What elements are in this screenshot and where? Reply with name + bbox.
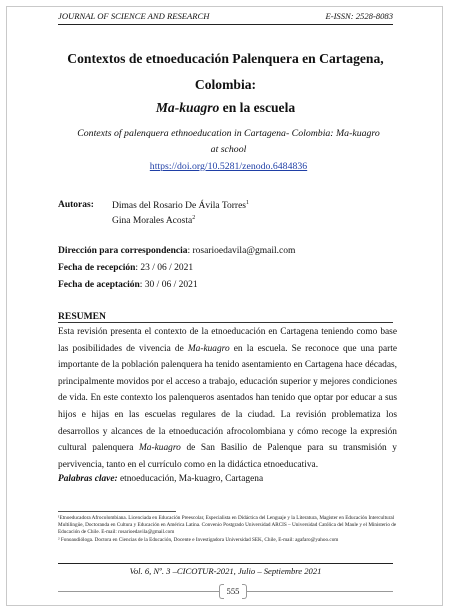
footer-rule bbox=[58, 563, 393, 564]
article-title-line2: Colombia: bbox=[194, 77, 257, 92]
footnote-2: ² Fonoaudióloga. Doctora en Ciencias de la Educación, Docente e Investigadora Universidad SEK, Chile, E-mail: agafaro@yahoo.com bbox=[58, 537, 339, 543]
authors-label: Autoras: bbox=[58, 200, 94, 210]
footnote-1: ¹Etnoeducadora Afrocolombiana. Licenciada en Educación Preescolar, Especialista en Didáctica del Lenguaje y la Literatura, Magister en Educación Intercultural Multilingüe, Doctoranda en Cultura y Educación en América Latina. Convenio Postgrado Universidad ARCIS – Universidad Católica del Maule y el Ministerio de Educación de Chile. E-mail: rosarioedavila@gmail.com bbox=[58, 515, 397, 536]
received-date bbox=[58, 263, 193, 273]
abstract-text-2: en la escuela. Se reconoce que una parte importante de la población palenquera ha tenido asentamiento en Cartagena hace décadas, principalmente movidos por el acceso a trabajo, educación superior y mejores condiciones de vida. En este contexto los palenqueros asentados han tenido que optar por educar a sus hijos e hijas en las escuelas regulares de la ciudad. La revisión problematiza los desarrollos y alcances de la etnoeducación afrocolombiana y cómo recoge la expresión cultural palenquera bbox=[58, 343, 397, 454]
article-title-line1: Contextos de etnoeducación Palenquera en Cartagena, bbox=[67, 51, 384, 66]
abstract-heading: RESUMEN bbox=[58, 311, 106, 322]
footnote-rule bbox=[58, 511, 176, 512]
received-label: Fecha de recepción bbox=[58, 263, 136, 273]
english-title bbox=[60, 126, 397, 158]
abstract-body bbox=[58, 324, 397, 473]
accepted-date bbox=[58, 280, 198, 290]
journal-name: JOURNAL OF SCIENCE AND RESEARCH bbox=[58, 11, 210, 21]
page-number: 555 bbox=[219, 583, 247, 599]
english-title-line1: Contexts of palenquera ethnoeducation in Cartagena- Colombia: Ma-kuagro bbox=[77, 128, 380, 139]
author-2 bbox=[112, 215, 195, 226]
received-value: : 23 / 06 / 2021 bbox=[135, 263, 194, 273]
running-header bbox=[58, 11, 393, 21]
article-title-line3 bbox=[40, 100, 411, 116]
abstract-rule bbox=[58, 322, 393, 323]
keywords bbox=[58, 474, 263, 484]
keywords-value: etnoeducación, Ma-kuagro, Cartagena bbox=[117, 474, 264, 484]
author-1-name: Dimas del Rosario De Ávila Torres bbox=[112, 201, 246, 212]
abstract-italic-1: Ma-kuagro bbox=[187, 343, 230, 354]
correspondence-value: : rosarioedavila@gmail.com bbox=[187, 246, 296, 256]
author-1 bbox=[112, 200, 249, 211]
author-2-name: Gina Morales Acosta bbox=[112, 216, 193, 227]
accepted-label: Fecha de aceptación bbox=[58, 280, 140, 290]
title-rest: en la escuela bbox=[219, 100, 296, 115]
accepted-value: : 30 / 06 / 2021 bbox=[139, 280, 198, 290]
journal-issn: E-ISSN: 2528-8083 bbox=[325, 11, 393, 21]
title-italic-term: Ma-kuagro bbox=[155, 100, 220, 115]
english-title-line2: at school bbox=[210, 144, 247, 155]
correspondence-label: Dirección para correspondencia bbox=[58, 246, 188, 256]
author-1-sup: 1 bbox=[245, 200, 249, 206]
header-rule bbox=[58, 24, 393, 25]
keywords-label: Palabras clave: bbox=[58, 474, 118, 484]
volume-info: Vol. 6, Nº. 3 –CICOTUR-2021, Julio – Septiembre 2021 bbox=[129, 566, 322, 576]
abstract-text-1: Esta revisión presenta el contexto de la etnoeducación en Cartagena teniendo como base las posibilidades de vivencia de bbox=[58, 327, 397, 354]
correspondence bbox=[58, 246, 295, 256]
doi-link[interactable]: https://doi.org/10.5281/zenodo.6484836 bbox=[149, 161, 308, 172]
abstract-text-3: de San Basilio de Palenque para su transmisión y pervivencia, tanto en el currículo como en la didáctica etnoeducativa. bbox=[58, 443, 397, 470]
author-2-sup: 2 bbox=[192, 215, 196, 221]
abstract-italic-2: Ma-kuagro bbox=[139, 443, 181, 454]
